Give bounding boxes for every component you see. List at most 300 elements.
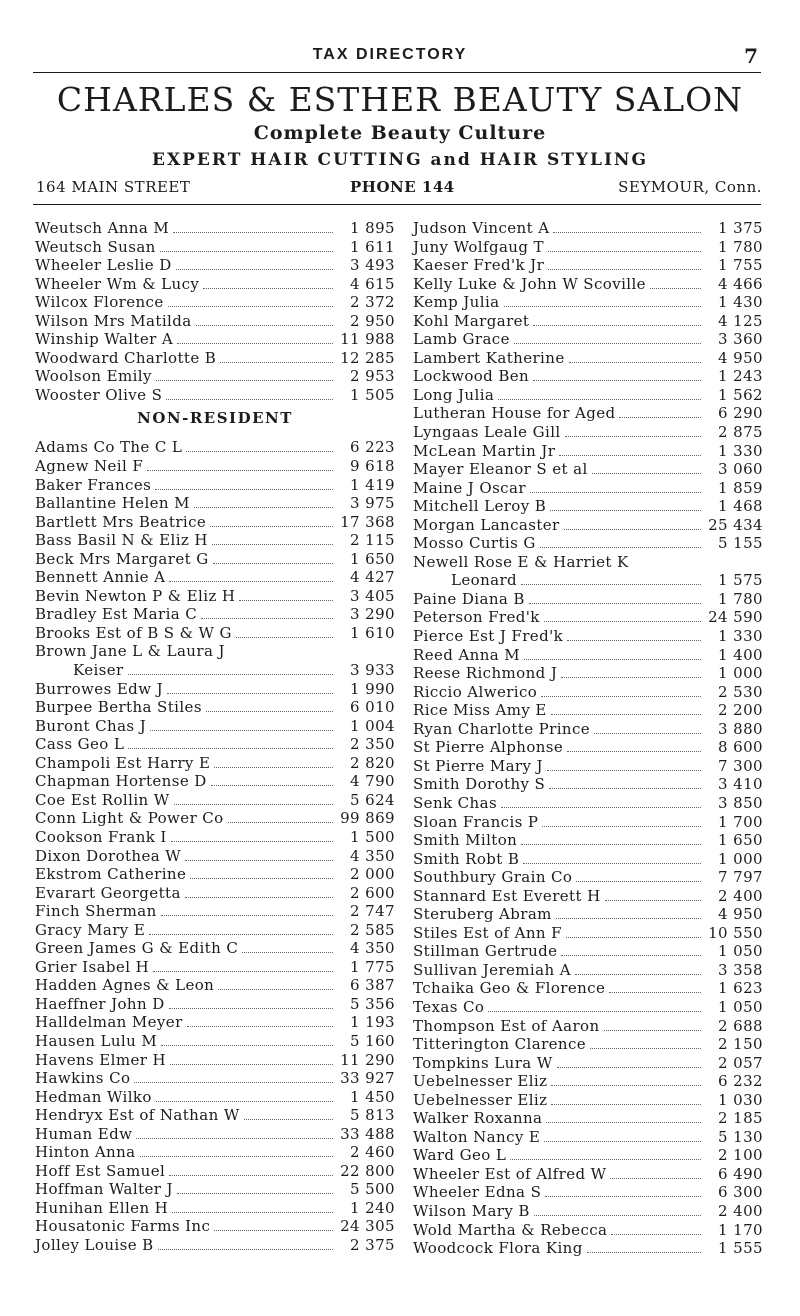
dot-leader <box>196 314 333 326</box>
list-item <box>35 1106 395 1125</box>
list-item <box>413 1035 763 1054</box>
assessed-amount: 2 350 <box>350 735 395 754</box>
assessed-amount: 7 300 <box>718 756 763 775</box>
list-item <box>35 1069 395 1088</box>
taxpayer-name: Buront Chas J <box>35 716 147 735</box>
taxpayer-name: Bartlett Mrs Beatrice <box>35 512 207 531</box>
list-item <box>413 1202 763 1221</box>
assessed-amount: 1 030 <box>718 1090 763 1109</box>
assessed-amount: 4 615 <box>350 274 395 293</box>
dot-leader <box>161 1034 333 1046</box>
list-item <box>413 1146 763 1165</box>
list-item <box>35 550 395 569</box>
dot-leader <box>166 388 333 400</box>
taxpayer-name: Gracy Mary E <box>35 920 146 939</box>
dot-leader <box>214 1219 333 1231</box>
dot-leader <box>136 1127 333 1139</box>
dot-leader <box>236 626 333 638</box>
header-rule <box>33 72 761 73</box>
list-item <box>413 775 763 794</box>
taxpayer-name: Kelly Luke & John W Scoville <box>413 274 646 293</box>
taxpayer-name: Chapman Hortense D <box>35 772 207 791</box>
taxpayer-name: Hawkins Co <box>35 1069 131 1088</box>
assessed-amount: 8 600 <box>718 738 763 757</box>
taxpayer-name: Bennett Annie A <box>35 568 166 587</box>
dot-leader <box>211 774 333 786</box>
assessed-amount: 5 624 <box>350 790 395 809</box>
list-item <box>35 219 395 238</box>
list-item <box>35 809 395 828</box>
dot-leader <box>161 904 333 916</box>
dot-leader <box>561 666 701 678</box>
assessed-amount: 2 585 <box>350 920 395 939</box>
list-item <box>35 1217 395 1236</box>
dot-leader <box>169 1164 333 1176</box>
dot-leader <box>576 870 701 882</box>
taxpayer-name: Stillman Gertrude <box>413 942 558 961</box>
nonresident-list <box>35 438 395 1254</box>
assessed-amount: 2 530 <box>718 682 763 701</box>
assessed-amount: 3 290 <box>350 605 395 624</box>
taxpayer-name: Lyngaas Leale Gill <box>413 423 561 442</box>
taxpayer-name: Woodward Charlotte B <box>35 348 217 367</box>
taxpayer-name: Wheeler Leslie D <box>35 256 172 275</box>
dot-leader <box>168 295 333 307</box>
ad-city: SEYMOUR, Conn. <box>618 178 762 196</box>
assessed-amount: 2 000 <box>350 865 395 884</box>
dot-leader <box>553 221 701 233</box>
dot-leader <box>592 462 701 474</box>
dot-leader <box>228 811 333 823</box>
list-item <box>413 942 763 961</box>
assessed-amount: 5 155 <box>718 534 763 553</box>
list-item <box>413 219 763 238</box>
list-item <box>413 979 763 998</box>
taxpayer-name: Sloan Francis P <box>413 812 539 831</box>
taxpayer-name: Weutsch Susan <box>35 237 156 256</box>
list-item <box>35 1051 395 1070</box>
assessed-amount: 3 405 <box>350 586 395 605</box>
list-item <box>35 457 395 476</box>
dot-leader <box>559 444 701 456</box>
dot-leader <box>594 722 701 734</box>
list-item <box>35 754 395 773</box>
dot-leader <box>549 777 701 789</box>
dot-leader <box>153 960 333 972</box>
assessed-amount: 2 200 <box>718 701 763 720</box>
taxpayer-name: Jolley Louise B <box>35 1235 154 1254</box>
list-item <box>413 590 763 609</box>
taxpayer-name: Winship Walter A <box>35 330 174 349</box>
dot-leader <box>229 645 333 656</box>
taxpayer-name: Cass Geo L <box>35 735 125 754</box>
assessed-amount: 1 375 <box>718 219 763 237</box>
dot-leader <box>534 1204 701 1216</box>
assessed-amount: 5 813 <box>350 1106 395 1125</box>
assessed-amount: 1 780 <box>718 589 763 608</box>
taxpayer-name: Riccio Alwerico <box>413 682 538 701</box>
assessed-amount: 1 050 <box>718 997 763 1016</box>
list-item <box>413 720 763 739</box>
dot-leader <box>510 1148 701 1160</box>
list-item <box>35 828 395 847</box>
assessed-amount: 6 223 <box>350 438 395 457</box>
list-item <box>413 1091 763 1110</box>
nonresident-heading: NON-RESIDENT <box>137 409 293 428</box>
dot-leader <box>187 1015 333 1027</box>
assessed-amount: 1 555 <box>718 1239 763 1258</box>
dot-leader <box>244 1108 333 1120</box>
taxpayer-name: Steruberg Abram <box>413 905 552 924</box>
assessed-amount: 1 000 <box>718 664 763 683</box>
assessed-amount: 1 895 <box>350 219 395 237</box>
taxpayer-name: Mosso Curtis G <box>413 534 536 553</box>
list-item <box>413 497 763 516</box>
dot-leader <box>550 499 701 511</box>
assessed-amount: 4 950 <box>718 905 763 924</box>
taxpayer-name: Kohl Margaret <box>413 311 530 330</box>
list-item <box>35 494 395 513</box>
assessed-amount: 33 927 <box>340 1069 395 1088</box>
dot-leader <box>611 1223 701 1235</box>
list-item <box>413 794 763 813</box>
dot-leader <box>542 815 701 827</box>
taxpayer-name: Wheeler Est of Alfred W <box>413 1164 607 1183</box>
dot-leader <box>650 277 701 289</box>
list-item <box>413 1054 763 1073</box>
left-column <box>35 219 395 1255</box>
assessed-amount: 9 618 <box>350 457 395 476</box>
dot-leader <box>194 496 333 508</box>
dot-leader <box>547 759 701 771</box>
taxpayer-name: Rice Miss Amy E <box>413 701 547 720</box>
running-head <box>0 44 800 66</box>
resident-list <box>35 219 395 404</box>
taxpayer-name: Smith Dorothy S <box>413 775 546 794</box>
assessed-amount: 1 990 <box>350 679 395 698</box>
list-item <box>35 624 395 643</box>
list-item <box>413 701 763 720</box>
assessed-amount: 2 372 <box>350 293 395 312</box>
list-item <box>413 1109 763 1128</box>
dot-leader <box>541 685 701 697</box>
list-item <box>413 757 763 776</box>
assessed-amount: 3 493 <box>350 256 395 275</box>
taxpayer-name: Havens Elmer H <box>35 1050 166 1069</box>
taxpayer-name: Walker Roxanna <box>413 1109 543 1128</box>
taxpayer-name: McLean Martin Jr <box>413 441 556 460</box>
assessed-amount: 1 450 <box>350 1087 395 1106</box>
dot-leader <box>529 592 701 604</box>
list-item <box>413 479 763 498</box>
dot-leader <box>150 719 333 731</box>
taxpayer-name: Thompson Est of Aaron <box>413 1016 600 1035</box>
taxpayer-name: Ryan Charlotte Prince <box>413 719 591 738</box>
taxpayer-name: Woolson Emily <box>35 367 152 386</box>
list-item <box>35 438 395 457</box>
taxpayer-name: Hedman Wilko <box>35 1087 152 1106</box>
assessed-amount: 33 488 <box>340 1124 395 1143</box>
dot-leader <box>514 332 701 344</box>
list-item <box>35 939 395 958</box>
taxpayer-name: Weutsch Anna M <box>35 219 170 237</box>
list-item <box>413 961 763 980</box>
list-item <box>413 813 763 832</box>
dot-leader <box>551 703 701 715</box>
assessed-amount: 2 950 <box>350 311 395 330</box>
dot-leader <box>212 533 333 545</box>
list-item <box>35 367 395 386</box>
assessed-amount: 6 232 <box>718 1072 763 1091</box>
list-item <box>35 293 395 312</box>
assessed-amount: 4 350 <box>350 939 395 958</box>
dot-leader <box>488 1000 701 1012</box>
assessed-amount: 1 775 <box>350 957 395 976</box>
dot-leader <box>523 852 701 864</box>
dot-leader <box>220 351 333 363</box>
assessed-amount: 1 755 <box>718 256 763 275</box>
list-item <box>413 887 763 906</box>
list-item <box>35 476 395 495</box>
taxpayer-name: Wheeler Wm & Lucy <box>35 274 200 293</box>
taxpayer-name: Human Edw <box>35 1124 133 1143</box>
dot-leader <box>540 536 701 548</box>
taxpayer-name: Reese Richmond J <box>413 664 558 683</box>
list-item <box>35 884 395 903</box>
dot-leader <box>201 607 333 619</box>
list-item <box>35 698 395 717</box>
taxpayer-name: Hausen Lulu M <box>35 1031 158 1050</box>
list-item <box>413 1183 763 1202</box>
assessed-amount: 4 427 <box>350 568 395 587</box>
list-item <box>413 330 763 349</box>
assessed-amount: 6 010 <box>350 698 395 717</box>
ad-phone: PHONE 144 <box>350 178 455 196</box>
taxpayer-name: Lockwood Ben <box>413 367 530 386</box>
taxpayer-name: Conn Light & Power Co <box>35 809 224 828</box>
list-item <box>413 924 763 943</box>
dot-leader <box>548 240 701 252</box>
taxpayer-name: Ekstrom Catherine <box>35 865 187 884</box>
assessed-amount: 1 650 <box>350 549 395 568</box>
ad-rule <box>33 204 761 205</box>
dot-leader <box>128 663 333 675</box>
assessed-amount: 2 400 <box>718 1201 763 1220</box>
taxpayer-name: Senk Chas <box>413 793 498 812</box>
taxpayer-name: Paine Diana B <box>413 589 525 608</box>
dot-leader <box>173 221 333 233</box>
taxpayer-name: Long Julia <box>413 385 495 404</box>
list-item <box>35 568 395 587</box>
assessed-amount: 3 358 <box>718 960 763 979</box>
assessed-amount: 1 562 <box>718 385 763 404</box>
dot-leader <box>551 1093 701 1105</box>
assessed-amount: 1 700 <box>718 812 763 831</box>
taxpayer-name: Grier Isabel H <box>35 957 150 976</box>
taxpayer-name: Lamb Grace <box>413 330 510 349</box>
taxpayer-name: Pierce Est J Fred'k <box>413 627 564 646</box>
list-item <box>35 1032 395 1051</box>
list-item <box>413 738 763 757</box>
list-item <box>35 531 395 550</box>
taxpayer-name: Evarart Georgetta <box>35 883 181 902</box>
dot-leader <box>158 1238 333 1250</box>
assessed-amount: 1 330 <box>718 441 763 460</box>
list-item <box>413 1165 763 1184</box>
taxpayer-name: Tchaika Geo & Florence <box>413 979 606 998</box>
taxpayer-name: Wilson Mary B <box>413 1201 530 1220</box>
dot-leader <box>564 518 701 530</box>
list-item <box>413 460 763 479</box>
taxpayer-name: Sullivan Jeremiah A <box>413 960 571 979</box>
assessed-amount: 6 490 <box>718 1164 763 1183</box>
list-item <box>413 367 763 386</box>
list-item <box>413 442 763 461</box>
taxpayer-name: Juny Wolfgaug T <box>413 237 544 256</box>
taxpayer-name: Bradley Est Maria C <box>35 605 198 624</box>
dot-leader <box>167 682 333 694</box>
taxpayer-name: Morgan Lancaster <box>413 515 560 534</box>
taxpayer-name: Uebelnesser Eliz <box>413 1090 548 1109</box>
taxpayer-name: Titterington Clarence <box>413 1035 587 1054</box>
assessed-amount: 2 460 <box>350 1143 395 1162</box>
list-item <box>413 1017 763 1036</box>
taxpayer-name: Cookson Frank I <box>35 827 167 846</box>
list-item <box>35 976 395 995</box>
assessed-amount: 3 880 <box>718 719 763 738</box>
list-item <box>35 865 395 884</box>
taxpayer-name: Burpee Bertha Stiles <box>35 698 202 717</box>
list-item <box>35 605 395 624</box>
assessed-amount: 1 193 <box>350 1013 395 1032</box>
assessed-amount: 22 800 <box>340 1161 395 1180</box>
assessed-amount: 24 590 <box>708 608 763 627</box>
dot-leader <box>170 1053 333 1065</box>
taxpayer-name: Halldelman Meyer <box>35 1013 183 1032</box>
dot-leader <box>605 889 701 901</box>
assessed-amount: 10 550 <box>708 923 763 942</box>
taxpayer-name: Agnew Neil F <box>35 457 144 476</box>
list-item <box>413 312 763 331</box>
taxpayer-name: Brooks Est of B S & W G <box>35 623 232 642</box>
assessed-amount: 6 290 <box>718 404 763 423</box>
dot-leader <box>156 1090 333 1102</box>
dot-leader <box>609 981 701 993</box>
assessed-amount: 3 060 <box>718 460 763 479</box>
taxpayer-name: Haeffner John D <box>35 994 165 1013</box>
list-item <box>35 1162 395 1181</box>
taxpayer-name: Texas Co <box>413 997 485 1016</box>
list-item <box>413 850 763 869</box>
assessed-amount: 2 115 <box>350 531 395 550</box>
dot-leader <box>239 589 333 601</box>
list-item <box>413 275 763 294</box>
assessed-amount: 1 623 <box>718 979 763 998</box>
assessed-amount: 2 875 <box>718 423 763 442</box>
assessed-amount: 1 050 <box>718 942 763 961</box>
taxpayer-name: Lutheran House for Aged <box>413 404 616 423</box>
dot-leader <box>176 258 333 270</box>
list-item <box>35 349 395 368</box>
assessed-amount: 5 160 <box>350 1031 395 1050</box>
taxpayer-name: Baker Frances <box>35 475 152 494</box>
taxpayer-name: Hadden Agnes & Leon <box>35 976 215 995</box>
assessed-amount: 2 600 <box>350 883 395 902</box>
dot-leader <box>546 1111 701 1123</box>
dot-leader <box>561 944 701 956</box>
list-item <box>35 238 395 257</box>
list-item <box>35 312 395 331</box>
dot-leader <box>521 833 701 845</box>
taxpayer-name: Adams Co The C L <box>35 438 183 457</box>
assessed-amount: 4 950 <box>718 348 763 367</box>
assessed-amount: 2 953 <box>350 367 395 386</box>
dot-leader <box>575 963 701 975</box>
dot-leader <box>587 1241 701 1253</box>
assessed-amount: 1 240 <box>350 1198 395 1217</box>
assessed-amount: 5 130 <box>718 1127 763 1146</box>
taxpayer-name: Beck Mrs Margaret G <box>35 549 209 568</box>
assessed-amount: 17 368 <box>340 512 395 531</box>
assessed-amount: 1 611 <box>350 237 395 256</box>
dot-leader <box>174 793 333 805</box>
dot-leader <box>548 258 701 270</box>
dot-leader <box>619 406 701 418</box>
running-title: TAX DIRECTORY <box>312 46 468 63</box>
list-item <box>413 238 763 257</box>
dot-leader <box>206 700 333 712</box>
dot-leader <box>190 867 333 879</box>
ad-subtitle: Complete Beauty Culture <box>253 122 547 144</box>
assessed-amount: 25 434 <box>708 515 763 534</box>
taxpayer-name: St Pierre Alphonse <box>413 738 564 757</box>
list-item <box>413 905 763 924</box>
dot-leader <box>504 295 702 307</box>
taxpayer-name: Smith Milton <box>413 831 518 850</box>
list-item <box>413 423 763 442</box>
taxpayer-name: Wilson Mrs Matilda <box>35 311 192 330</box>
list-item <box>413 831 763 850</box>
list-item <box>413 349 763 368</box>
assessed-amount: 1 780 <box>718 237 763 256</box>
taxpayer-name: Ward Geo L <box>413 1146 507 1165</box>
dot-leader <box>210 515 333 527</box>
dot-leader <box>565 425 701 437</box>
list-item <box>35 921 395 940</box>
list-item <box>35 1199 395 1218</box>
assessed-amount: 6 300 <box>718 1183 763 1202</box>
dot-leader <box>524 648 701 660</box>
dot-leader <box>185 886 333 898</box>
dot-leader <box>521 573 701 585</box>
right-column <box>413 219 763 1258</box>
assessed-amount: 2 375 <box>350 1235 395 1254</box>
list-item <box>413 868 763 887</box>
assessed-amount: 3 975 <box>350 494 395 513</box>
taxpayer-name: Hoff Est Samuel <box>35 1161 166 1180</box>
taxpayer-name: Dixon Dorothea W <box>35 846 182 865</box>
assessed-amount: 1 430 <box>718 293 763 312</box>
taxpayer-name: Wheeler Edna S <box>413 1183 542 1202</box>
list-item <box>413 646 763 665</box>
taxpayer-name: Housatonic Farms Inc <box>35 1217 211 1236</box>
assessed-amount: 11 290 <box>340 1050 395 1069</box>
dot-leader <box>633 556 701 567</box>
assessed-amount: 1 500 <box>350 827 395 846</box>
assessed-amount: 4 125 <box>718 311 763 330</box>
taxpayer-name: Wold Martha & Rebecca <box>413 1220 608 1239</box>
dot-leader <box>155 478 333 490</box>
